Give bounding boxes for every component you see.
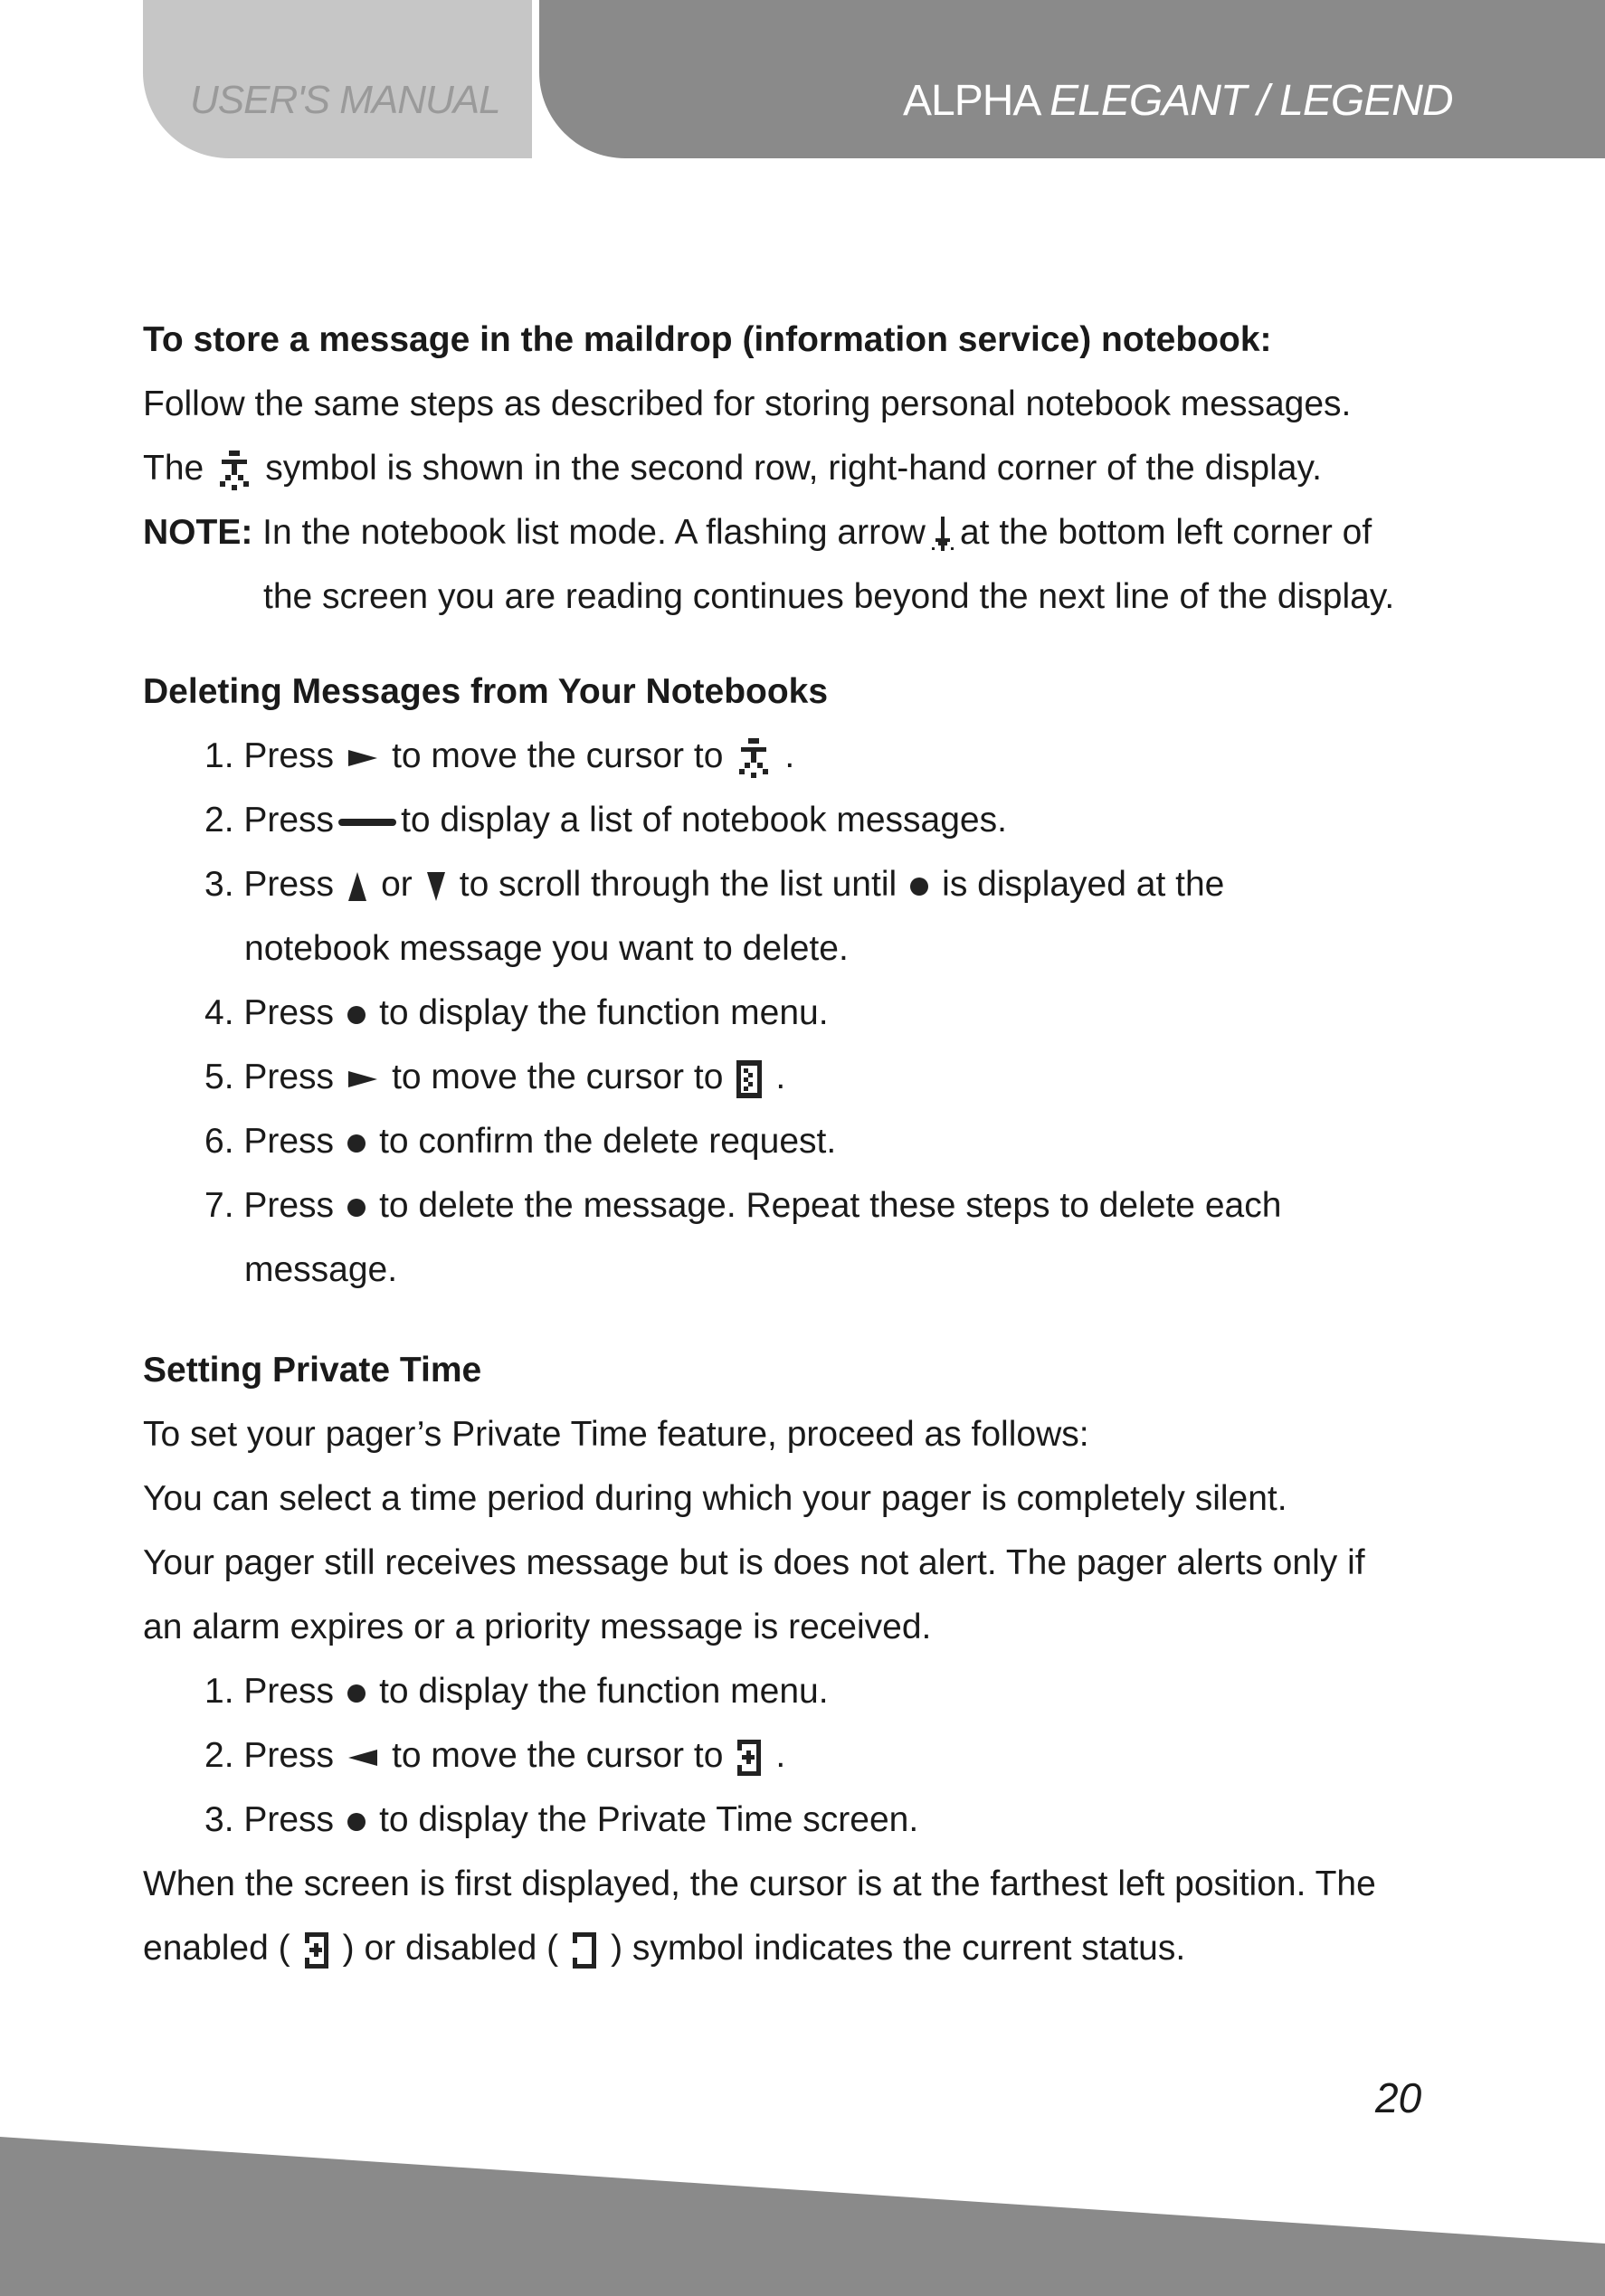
private-time-line-6 — [143, 1916, 1473, 1980]
page-content — [143, 308, 1473, 1980]
private-time-enabled-icon — [736, 1738, 763, 1778]
text: to move the cursor to — [392, 1736, 724, 1775]
down-arrow-icon — [931, 515, 954, 555]
text: 6. Press — [204, 1122, 335, 1161]
private-step-2 — [143, 1723, 1473, 1788]
maildrop-icon — [216, 449, 252, 492]
select-dot-icon — [347, 1134, 366, 1153]
delete-step-7-continuation: message. — [244, 1250, 398, 1289]
delete-step-4 — [143, 981, 1473, 1045]
delete-step-2 — [143, 788, 1473, 852]
text: to move the cursor to — [392, 1058, 724, 1096]
maildrop-icon — [736, 736, 772, 780]
private-step-1 — [143, 1659, 1473, 1723]
delete-step-6 — [143, 1109, 1473, 1173]
private-time-disabled-icon — [571, 1931, 598, 1970]
header-product-title — [903, 76, 1453, 126]
trash-delete-icon — [736, 1059, 763, 1099]
text: 4. Press — [204, 993, 335, 1032]
note-continuation: the screen you are reading continues beyond the next line of the display. — [263, 577, 1395, 616]
dash-button-icon — [337, 816, 397, 829]
text: 3. Press — [204, 1800, 335, 1839]
text: or — [381, 865, 413, 904]
delete-step-3-continuation: notebook message you want to delete. — [244, 929, 849, 968]
section-private-time-title: Setting Private Time — [143, 1351, 482, 1390]
text: In the notebook list mode. A flashing arrow — [262, 513, 926, 552]
text: to display the function menu. — [379, 1672, 829, 1711]
text: ) symbol indicates the current status. — [611, 1929, 1186, 1968]
footer-band — [0, 2126, 1605, 2296]
text: to delete the message. Repeat these steps to delete each — [379, 1186, 1282, 1225]
private-time-line-2: You can select a time period during which your pager is completely silent. — [143, 1479, 1287, 1518]
private-time-line-4: an alarm expires or a priority message is received. — [143, 1608, 932, 1646]
private-time-line-5: When the screen is first displayed, the cursor is at the farthest left position. The — [143, 1864, 1376, 1903]
up-arrow-icon — [347, 870, 368, 903]
text: 2. Press — [204, 1736, 335, 1775]
text: 2. Press — [204, 801, 335, 840]
section-maildrop-title: To store a message in the maildrop (information service) notebook: — [143, 320, 1272, 359]
header-product-model: ELEGANT / LEGEND — [1049, 77, 1453, 125]
delete-step-3 — [143, 852, 1473, 916]
left-arrow-icon — [347, 1747, 379, 1769]
text: 1. Press — [204, 736, 335, 775]
maildrop-line-1: Follow the same steps as described for storing personal notebook messages. — [143, 384, 1352, 423]
text: . — [775, 1736, 786, 1775]
text: to scroll through the list until — [459, 865, 897, 904]
page-number: 20 — [1375, 2074, 1422, 2121]
text: . — [784, 736, 795, 775]
header-users-manual: USER'S MANUAL — [190, 78, 500, 122]
text: at the bottom left corner of — [959, 513, 1372, 552]
text: symbol is shown in the second row, right-hand corner of the display. — [265, 449, 1322, 488]
private-step-3 — [143, 1788, 1473, 1852]
select-dot-icon — [347, 1198, 366, 1218]
note-label: NOTE: — [143, 513, 253, 552]
text: 3. Press — [204, 865, 335, 904]
delete-step-7 — [143, 1173, 1473, 1238]
maildrop-line-2 — [143, 436, 1473, 500]
text: to display the function menu. — [379, 993, 829, 1032]
delete-step-1 — [143, 724, 1473, 788]
header-product-prefix: ALPHA — [903, 77, 1039, 125]
text: is displayed at the — [942, 865, 1225, 904]
delete-step-5 — [143, 1045, 1473, 1109]
section-deleting-title: Deleting Messages from Your Notebooks — [143, 672, 829, 711]
select-dot-icon — [909, 877, 929, 897]
private-time-line-3: Your pager still receives message but is does not alert. The pager alerts only if — [143, 1543, 1365, 1582]
select-dot-icon — [347, 1684, 366, 1703]
text: ) or disabled ( — [342, 1929, 559, 1968]
select-dot-icon — [347, 1812, 366, 1832]
text: to confirm the delete request. — [379, 1122, 837, 1161]
text: to display a list of notebook messages. — [401, 801, 1007, 840]
text: enabled ( — [143, 1929, 290, 1968]
text: 7. Press — [204, 1186, 335, 1225]
text: The — [143, 449, 204, 488]
down-triangle-icon — [425, 870, 447, 903]
note-line — [143, 500, 1473, 565]
right-arrow-icon — [347, 747, 379, 769]
private-time-enabled-icon — [303, 1931, 330, 1970]
text: 1. Press — [204, 1672, 335, 1711]
text: 5. Press — [204, 1058, 335, 1096]
text: to display the Private Time screen. — [379, 1800, 919, 1839]
text: to move the cursor to — [392, 736, 724, 775]
private-time-line-1: To set your pager’s Private Time feature, proceed as follows: — [143, 1415, 1089, 1454]
text: . — [775, 1058, 786, 1096]
select-dot-icon — [347, 1005, 366, 1025]
right-arrow-icon — [347, 1068, 379, 1090]
